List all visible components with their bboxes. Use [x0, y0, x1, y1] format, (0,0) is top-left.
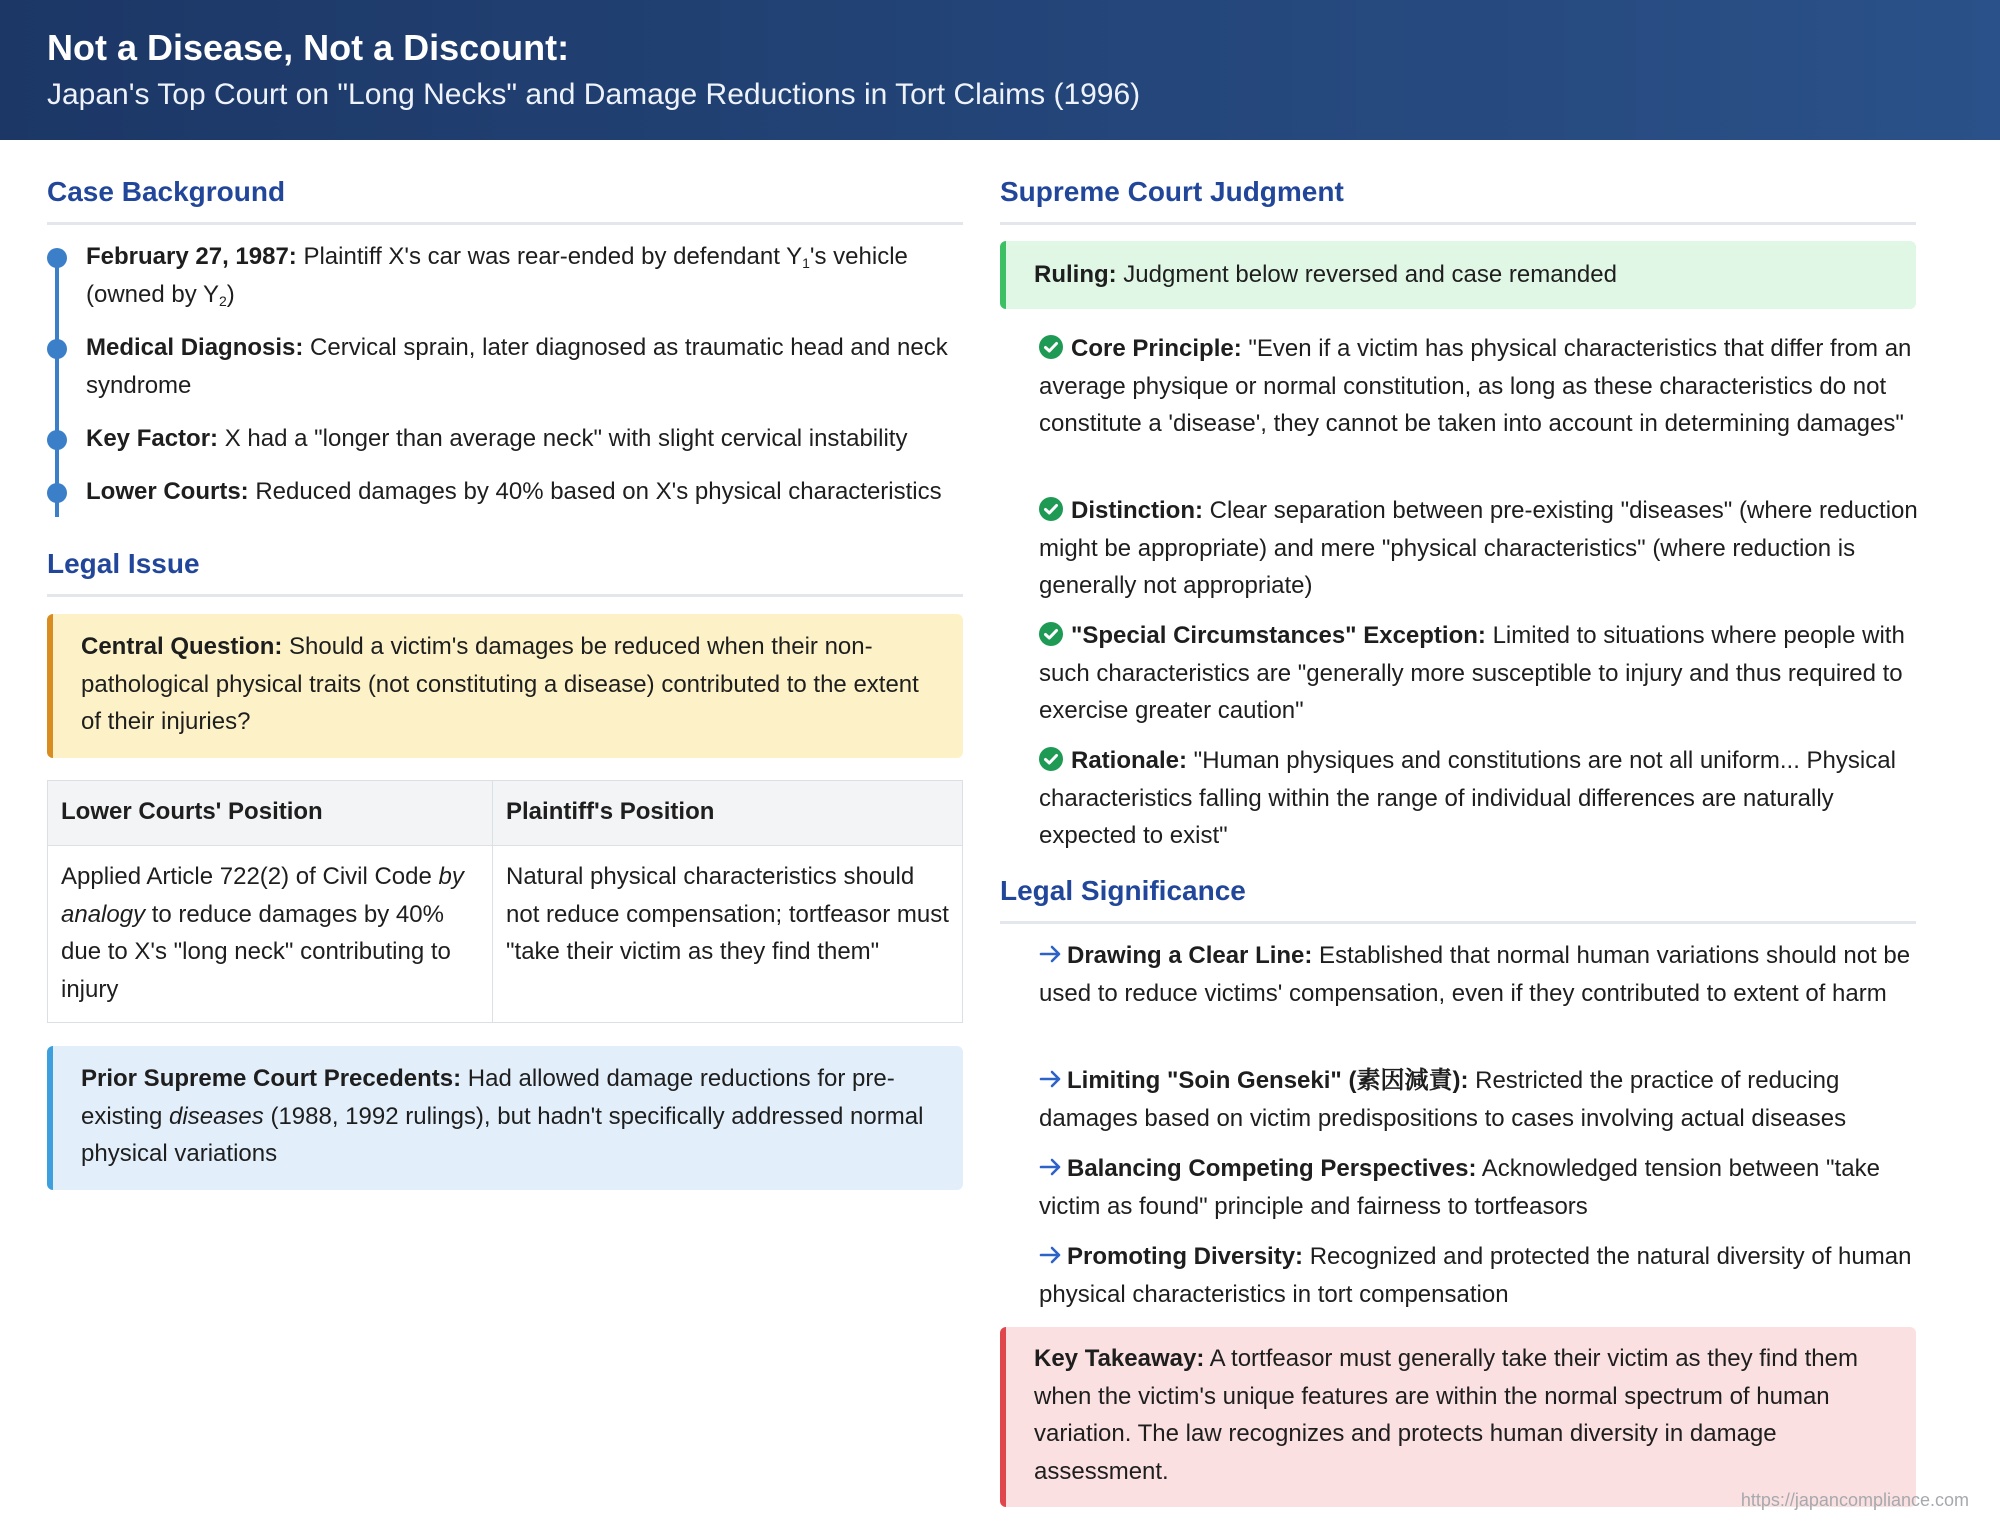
callout-label: Prior Supreme Court Precedents: — [81, 1065, 462, 1092]
timeline-item — [86, 473, 966, 511]
check-circle-icon — [1039, 497, 1063, 521]
positions-table — [47, 780, 963, 1023]
point-text: Established that normal human variations should not be used to reduce victims' compensation, even if they contributed to extent of harm — [1039, 942, 1911, 1007]
timeline-dot — [47, 248, 67, 268]
footer-url: https://japancompliance.com — [1740, 1490, 1969, 1510]
callout-text: Judgment below reversed and case remanded — [1116, 261, 1617, 288]
judgment-heading: Supreme Court Judgment — [1000, 176, 1916, 225]
timeline-item-label: Lower Courts: — [86, 478, 249, 505]
point-label: Promoting Diversity: — [1067, 1243, 1304, 1270]
callout-emphasis: diseases — [169, 1102, 264, 1130]
central-question-callout — [47, 614, 963, 758]
table-header: Plaintiff's Position — [493, 781, 963, 846]
point-text: "Even if a victim has physical characteristics that differ from an average physique or normal constitution, as long as these characteristics do not constitute a 'disease', they cannot be taken into account in determining damages" — [1039, 335, 1912, 437]
point-label: "Special Circumstances" Exception: — [1071, 622, 1486, 649]
case-background-heading: Case Background — [47, 176, 963, 225]
timeline-item-text: Plaintiff X's car was rear-ended by defendant Y — [296, 243, 803, 270]
subscript: 1 — [802, 255, 810, 271]
timeline-line — [55, 262, 59, 517]
timeline-item-text: X had a "longer than average neck" with slight cervical instability — [218, 425, 908, 452]
judgment-point — [1039, 617, 1919, 730]
point-text: Clear separation between pre-existing "diseases" (where reduction might be appropriate) and mere "physical characteristics" (where reduction is generally not appropriate) — [1039, 497, 1918, 599]
significance-point — [1039, 1062, 1919, 1137]
judgment-point — [1039, 742, 1919, 855]
header-banner — [0, 0, 2000, 140]
point-label: Distinction: — [1071, 497, 1203, 524]
point-label: Drawing a Clear Line: — [1067, 942, 1313, 969]
cell-emphasis: by analogy — [61, 863, 464, 928]
subscript: 2 — [218, 292, 227, 309]
timeline-item-text: Reduced damages by 40% based on X's physical characteristics — [248, 478, 942, 505]
point-label: Rationale: — [1071, 747, 1188, 774]
significance-heading: Legal Significance — [1000, 875, 1916, 924]
precedents-callout — [47, 1046, 963, 1190]
timeline-item-text: 's vehicle (owned by Y — [86, 243, 908, 308]
page-subtitle: Japan's Top Court on "Long Necks" and Damage Reductions in Tort Claims (1996) — [47, 78, 1141, 111]
callout-text: Had allowed damage reductions for pre-existing — [81, 1065, 895, 1130]
check-circle-icon — [1039, 747, 1063, 771]
legal-issue-heading: Legal Issue — [47, 548, 963, 597]
point-label: Limiting "Soin Genseki" (素因減責): — [1067, 1067, 1469, 1094]
point-text: "Human physiques and constitutions are not all uniform... Physical characteristics falling within the range of individual differences are naturally expected to exist" — [1039, 747, 1896, 849]
check-circle-icon — [1039, 335, 1063, 359]
point-text: Recognized and protected the natural diversity of human physical characteristics in tort compensation — [1039, 1243, 1912, 1308]
judgment-point — [1039, 492, 1919, 605]
arrow-right-icon — [1039, 1067, 1063, 1091]
significance-point — [1039, 1238, 1919, 1313]
timeline-dot — [47, 430, 67, 450]
check-circle-icon — [1039, 622, 1063, 646]
arrow-right-icon — [1039, 942, 1063, 966]
timeline-item-label: Medical Diagnosis: — [86, 334, 304, 361]
callout-label: Key Takeaway: — [1034, 1345, 1205, 1372]
timeline-item-label: February 27, 1987: — [86, 243, 297, 270]
callout-text: A tortfeasor must generally take their victim as they find them when the victim's unique features are within the normal spectrum of human variation. The law recognizes and protects human diversity in damage assessment. — [1034, 1345, 1858, 1485]
timeline-dot — [47, 483, 67, 503]
point-text: Acknowledged tension between "take victim as found" principle and fairness to tortfeasors — [1039, 1155, 1880, 1220]
ruling-callout — [1000, 241, 1916, 309]
point-text: Limited to situations where people with such characteristics are "generally more susceptible to injury and thus required to exercise greater caution" — [1039, 622, 1905, 724]
cell-text: to reduce damages by 40% due to X's "long neck" contributing to injury — [61, 900, 451, 1003]
timeline-item — [86, 420, 966, 458]
callout-text: (1988, 1992 rulings), but hadn't specifically addressed normal physical variations — [81, 1102, 924, 1167]
callout-label: Central Question: — [81, 633, 283, 660]
significance-point — [1039, 1150, 1919, 1225]
timeline-item-label: Key Factor: — [86, 425, 219, 452]
table-cell-plaintiff: Natural physical characteristics should not reduce compensation; tortfeasor must "take their victim as they find them" — [493, 846, 963, 1023]
judgment-point — [1039, 330, 1919, 443]
table-header: Lower Courts' Position — [48, 781, 493, 846]
point-text: Restricted the practice of reducing damages based on victim predispositions to cases involving actual diseases — [1039, 1067, 1847, 1132]
table-row — [48, 846, 963, 1023]
timeline-item — [86, 329, 966, 404]
timeline-item — [86, 238, 966, 313]
significance-point — [1039, 937, 1919, 1012]
timeline-dot — [47, 339, 67, 359]
arrow-right-icon — [1039, 1155, 1063, 1179]
table-cell-lower-courts — [48, 846, 493, 1023]
cell-text: Applied Article 722(2) of Civil Code — [61, 863, 439, 890]
page-title: Not a Disease, Not a Discount: — [47, 27, 570, 68]
timeline-item-text: ) — [226, 280, 235, 308]
key-takeaway-callout — [1000, 1327, 1916, 1507]
timeline-item-text: Cervical sprain, later diagnosed as traumatic head and neck syndrome — [86, 334, 948, 399]
table-header-row — [48, 781, 963, 846]
callout-text: Should a victim's damages be reduced when their non-pathological physical traits (not constituting a disease) contributed to the extent of their injuries? — [81, 633, 919, 735]
arrow-right-icon — [1039, 1243, 1063, 1267]
callout-label: Ruling: — [1034, 261, 1117, 288]
point-label: Balancing Competing Perspectives: — [1067, 1155, 1477, 1182]
point-label: Core Principle: — [1071, 335, 1242, 362]
